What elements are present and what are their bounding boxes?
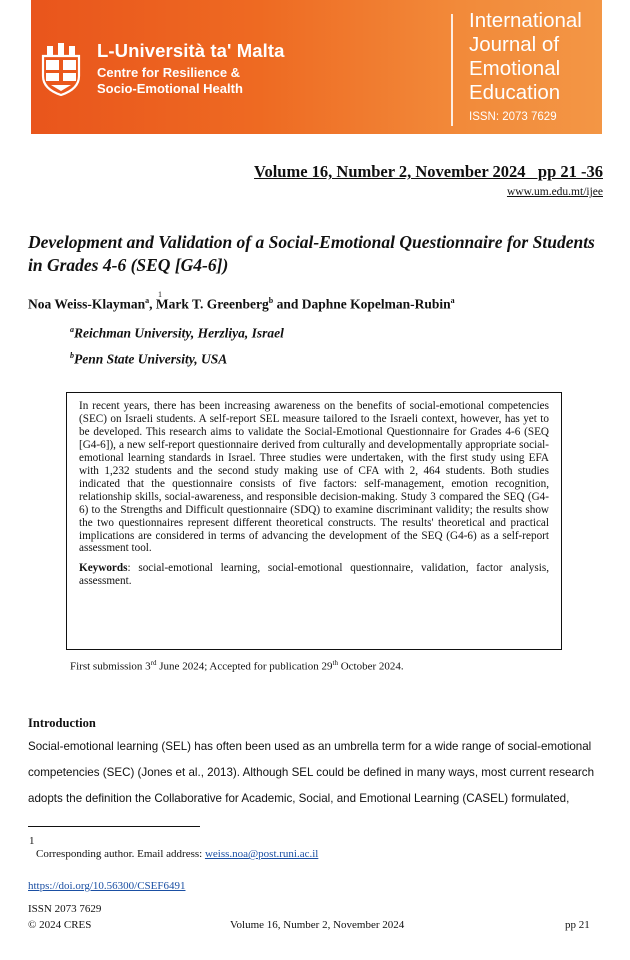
journal-issn: ISSN: 2073 7629 xyxy=(469,111,557,123)
keywords-text: : social-emotional learning, social-emotional questionnaire, validation, factor analysis, assessment. xyxy=(79,562,549,588)
centre-name-line-1: Centre for Resilience & xyxy=(97,65,241,80)
centre-name-line-2: Socio-Emotional Health xyxy=(97,81,243,96)
email-link[interactable]: weiss.noa@post.runi.ac.il xyxy=(204,848,319,860)
journal-title-line-2: Journal of xyxy=(469,33,560,56)
university-name: L-Università ta' Malta xyxy=(97,40,285,61)
submission-text: First submission 3 xyxy=(70,660,151,673)
affiliation-marker: a xyxy=(450,296,455,305)
affiliation-marker: b xyxy=(268,296,274,305)
submission-text: October 2024. xyxy=(337,660,404,673)
author-name: Daphne Kopelman-Rubin xyxy=(301,296,451,312)
keywords-label: Keywords xyxy=(79,562,128,575)
submission-text: June 2024; Accepted for publication 29 xyxy=(156,660,333,673)
body-text-line: competencies (SEC) (Jones et al., 2013). Although SEL could be defined in many ways, most current research xyxy=(28,766,595,779)
footer-issn: ISSN 2073 7629 xyxy=(28,903,102,915)
journal-url-link[interactable]: www.um.edu.mt/ijee xyxy=(506,186,603,198)
affiliation-text: Reichman University, Herzliya, Israel xyxy=(74,325,284,341)
affiliation-marker: a xyxy=(145,296,150,305)
university-crest-icon xyxy=(37,42,85,96)
journal-title-line-3: Emotional xyxy=(469,57,561,80)
ordinal-suffix: rd xyxy=(150,659,157,667)
footnote-number: 1 xyxy=(29,835,35,847)
affiliation-b xyxy=(70,351,227,368)
affiliation-a xyxy=(70,325,284,342)
footer-volume: Volume 16, Number 2, November 2024 xyxy=(230,919,405,931)
journal-title xyxy=(469,9,582,105)
article-title: Development and Validation of a Social-Emotional Questionnaire for Students in Grades 4-6 (SEQ [G4-6]) xyxy=(28,232,595,275)
journal-title-line-1: International xyxy=(469,9,582,32)
body-text-line: Social-emotional learning (SEL) has often been used as an umbrella term for a wide range of social-emotional xyxy=(28,740,592,753)
affiliation-marker: b xyxy=(70,351,74,360)
footnote-divider xyxy=(28,826,200,827)
ordinal-suffix: th xyxy=(332,659,338,667)
author-separator: and xyxy=(273,296,302,312)
author-name: Noa Weiss-Klayman xyxy=(28,296,146,312)
footnote-marker[interactable]: 1 xyxy=(158,290,162,299)
keywords xyxy=(79,562,549,588)
affiliation-text: Penn State University, USA xyxy=(74,351,228,367)
affiliation-marker: a xyxy=(70,325,74,334)
footer-copyright: © 2024 CRES xyxy=(28,919,92,931)
section-heading-introduction: Introduction xyxy=(28,716,96,730)
submission-dates xyxy=(70,659,404,673)
abstract-box xyxy=(66,392,562,650)
banner-divider xyxy=(451,14,453,126)
author-name: Mark T. Greenberg xyxy=(155,296,269,312)
volume-line: Volume 16, Number 2, November 2024 pp 21 -36 xyxy=(254,162,603,181)
footnote-label: Corresponding author. Email address: xyxy=(36,848,205,860)
journal-title-line-4: Education xyxy=(469,81,561,104)
footer-page-number: pp 21 xyxy=(565,919,590,931)
author-list xyxy=(28,296,455,313)
abstract-text: In recent years, there has been increasing awareness on the benefits of social-emotional competencies (SEC) on Israeli students. A self-report SEL measure tailored to the Israeli context, however, has yet to be developed. This research aims to validate the Social-Emotional Questionnaire for Grades 4-6 (SEQ [G4-6]), a new self-report questionnaire derived from culturally and developmentally appropriate social-emotional learning standards in Israel. Three studies were undertaken, with the first study using EFA with 1,232 students and the second study making use of CFA with 2, 464 students. Both studies indicated that the questionnaire consists of five factors: self-management, emotion recognition, relationship skills, social-awareness, and responsible decision-making. Study 3 compared the SEQ (G4-6) to the Strengths and Difficult questionnaire (SDQ) to examine discriminant validity; the results show the two questionnaires represent different theoretical constructs. The results' theoretical and practical implications are considered in terms of advancing the development of the SEQ (G4-6) as a self-report assessment tool. xyxy=(79,400,549,555)
doi-link[interactable]: https://doi.org/10.56300/CSEF6491 xyxy=(28,880,186,892)
journal-banner xyxy=(31,0,602,134)
footnote-text xyxy=(36,848,318,860)
author-separator: , xyxy=(149,296,156,312)
body-text-line: adopts the definition the Collaborative for Academic, Social, and Emotional Learning (CASEL) formulated, xyxy=(28,792,570,805)
